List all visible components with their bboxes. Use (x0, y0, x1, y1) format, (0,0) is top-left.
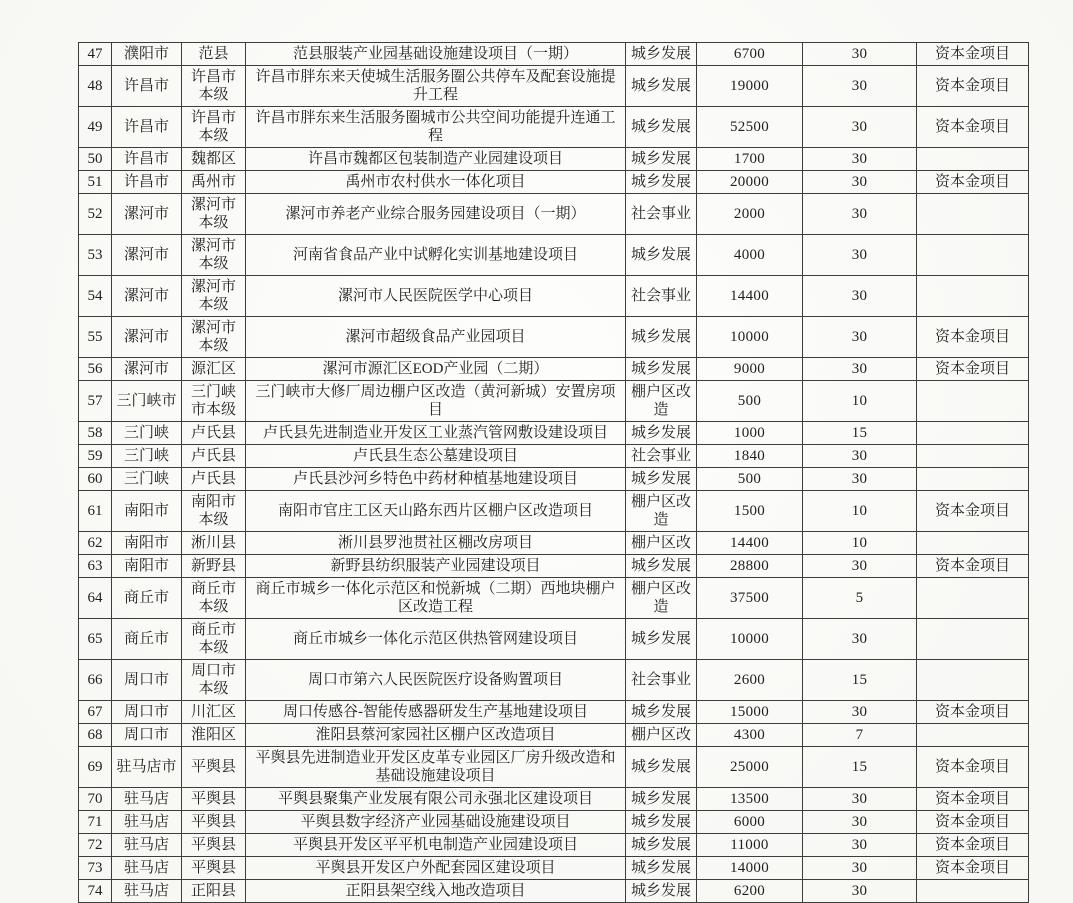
table-row (79, 194, 1029, 235)
city-cell: 漯河市 (112, 317, 182, 358)
county-cell: 禹州市 (182, 171, 246, 194)
amount-cell: 14400 (697, 532, 803, 555)
project-cell: 周口传感谷-智能传感器研发生产基地建设项目 (246, 701, 626, 724)
seq-cell: 53 (79, 235, 112, 276)
project-cell: 禹州市农村供水一体化项目 (246, 171, 626, 194)
category-cell: 城乡发展 (626, 468, 697, 491)
seq-cell: 70 (79, 788, 112, 811)
table-row (79, 788, 1029, 811)
project-cell: 漯河市养老产业综合服务园建设项目（一期） (246, 194, 626, 235)
seq-cell: 71 (79, 811, 112, 834)
table-row (79, 747, 1029, 788)
amount-cell: 10000 (697, 619, 803, 660)
seq-cell: 58 (79, 422, 112, 445)
table-row (79, 235, 1029, 276)
county-cell: 周口市本级 (182, 660, 246, 701)
amount-cell: 6000 (697, 811, 803, 834)
category-cell: 城乡发展 (626, 811, 697, 834)
category-cell: 棚户区改造 (626, 578, 697, 619)
seq-cell: 56 (79, 358, 112, 381)
table-row (79, 445, 1029, 468)
note-cell (917, 194, 1029, 235)
amount-cell: 500 (697, 468, 803, 491)
seq-cell: 72 (79, 834, 112, 857)
note-cell: 资本金项目 (917, 555, 1029, 578)
city-cell: 商丘市 (112, 619, 182, 660)
table-row (79, 491, 1029, 532)
note-cell: 资本金项目 (917, 701, 1029, 724)
rate-cell: 10 (803, 491, 917, 532)
note-cell: 资本金项目 (917, 43, 1029, 66)
county-cell: 漯河市本级 (182, 276, 246, 317)
note-cell (917, 445, 1029, 468)
note-cell: 资本金项目 (917, 857, 1029, 880)
project-cell: 平舆县数字经济产业园基础设施建设项目 (246, 811, 626, 834)
city-cell: 周口市 (112, 660, 182, 701)
category-cell: 棚户区改造 (626, 491, 697, 532)
category-cell: 城乡发展 (626, 422, 697, 445)
county-cell: 新野县 (182, 555, 246, 578)
rate-cell: 10 (803, 532, 917, 555)
category-cell: 棚户区改 (626, 532, 697, 555)
note-cell (917, 381, 1029, 422)
city-cell: 漯河市 (112, 194, 182, 235)
project-cell: 许昌市胖东来生活服务圈城市公共空间功能提升连通工程 (246, 107, 626, 148)
seq-cell: 48 (79, 66, 112, 107)
category-cell: 城乡发展 (626, 880, 697, 903)
amount-cell: 52500 (697, 107, 803, 148)
city-cell: 漯河市 (112, 276, 182, 317)
note-cell (917, 422, 1029, 445)
seq-cell: 67 (79, 701, 112, 724)
city-cell: 周口市 (112, 701, 182, 724)
rate-cell: 30 (803, 857, 917, 880)
rate-cell: 30 (803, 66, 917, 107)
project-cell: 范县服装产业园基础设施建设项目（一期） (246, 43, 626, 66)
city-cell: 驻马店 (112, 834, 182, 857)
amount-cell: 25000 (697, 747, 803, 788)
city-cell: 许昌市 (112, 148, 182, 171)
rate-cell: 30 (803, 235, 917, 276)
note-cell: 资本金项目 (917, 171, 1029, 194)
table-row (79, 148, 1029, 171)
category-cell: 棚户区改造 (626, 381, 697, 422)
amount-cell: 28800 (697, 555, 803, 578)
project-cell: 卢氏县先进制造业开发区工业蒸汽管网敷设建设项目 (246, 422, 626, 445)
note-cell: 资本金项目 (917, 66, 1029, 107)
seq-cell: 73 (79, 857, 112, 880)
seq-cell: 59 (79, 445, 112, 468)
project-cell: 新野县纺织服装产业园建设项目 (246, 555, 626, 578)
seq-cell: 64 (79, 578, 112, 619)
amount-cell: 14000 (697, 857, 803, 880)
seq-cell: 52 (79, 194, 112, 235)
amount-cell: 4000 (697, 235, 803, 276)
note-cell (917, 660, 1029, 701)
table-row (79, 317, 1029, 358)
note-cell: 资本金项目 (917, 107, 1029, 148)
amount-cell: 1700 (697, 148, 803, 171)
note-cell: 资本金项目 (917, 788, 1029, 811)
amount-cell: 1500 (697, 491, 803, 532)
rate-cell: 30 (803, 317, 917, 358)
rate-cell: 30 (803, 194, 917, 235)
city-cell: 南阳市 (112, 491, 182, 532)
rate-cell: 30 (803, 555, 917, 578)
city-cell: 漯河市 (112, 235, 182, 276)
seq-cell: 47 (79, 43, 112, 66)
project-cell: 周口市第六人民医院医疗设备购置项目 (246, 660, 626, 701)
project-cell: 许昌市胖东来天使城生活服务圈公共停车及配套设施提升工程 (246, 66, 626, 107)
amount-cell: 2000 (697, 194, 803, 235)
amount-cell: 1000 (697, 422, 803, 445)
project-cell: 漯河市人民医院医学中心项目 (246, 276, 626, 317)
category-cell: 城乡发展 (626, 235, 697, 276)
note-cell (917, 578, 1029, 619)
city-cell: 南阳市 (112, 555, 182, 578)
seq-cell: 51 (79, 171, 112, 194)
amount-cell: 1840 (697, 445, 803, 468)
table-row (79, 276, 1029, 317)
seq-cell: 61 (79, 491, 112, 532)
city-cell: 驻马店 (112, 811, 182, 834)
table-row (79, 381, 1029, 422)
project-cell: 淮阳县蔡河家园社区棚户区改造项目 (246, 724, 626, 747)
project-cell: 许昌市魏都区包装制造产业园建设项目 (246, 148, 626, 171)
city-cell: 许昌市 (112, 107, 182, 148)
city-cell: 驻马店 (112, 857, 182, 880)
county-cell: 三门峡市本级 (182, 381, 246, 422)
amount-cell: 14400 (697, 276, 803, 317)
category-cell: 城乡发展 (626, 148, 697, 171)
project-cell: 正阳县架空线入地改造项目 (246, 880, 626, 903)
rate-cell: 30 (803, 107, 917, 148)
project-funding-table (78, 42, 1029, 903)
seq-cell: 50 (79, 148, 112, 171)
table-row (79, 811, 1029, 834)
amount-cell: 6700 (697, 43, 803, 66)
amount-cell: 11000 (697, 834, 803, 857)
table-row (79, 578, 1029, 619)
note-cell (917, 880, 1029, 903)
amount-cell: 19000 (697, 66, 803, 107)
rate-cell: 30 (803, 171, 917, 194)
category-cell: 城乡发展 (626, 107, 697, 148)
amount-cell: 500 (697, 381, 803, 422)
seq-cell: 49 (79, 107, 112, 148)
category-cell: 城乡发展 (626, 171, 697, 194)
category-cell: 城乡发展 (626, 66, 697, 107)
seq-cell: 62 (79, 532, 112, 555)
county-cell: 漯河市本级 (182, 194, 246, 235)
city-cell: 许昌市 (112, 171, 182, 194)
county-cell: 川汇区 (182, 701, 246, 724)
table-row (79, 43, 1029, 66)
project-cell: 卢氏县生态公墓建设项目 (246, 445, 626, 468)
county-cell: 平舆县 (182, 747, 246, 788)
table-row (79, 880, 1029, 903)
project-cell: 卢氏县沙河乡特色中药材种植基地建设项目 (246, 468, 626, 491)
rate-cell: 30 (803, 880, 917, 903)
project-cell: 平舆县开发区平平机电制造产业园建设项目 (246, 834, 626, 857)
category-cell: 城乡发展 (626, 788, 697, 811)
county-cell: 商丘市本级 (182, 619, 246, 660)
note-cell (917, 276, 1029, 317)
rate-cell: 30 (803, 276, 917, 317)
table-row (79, 724, 1029, 747)
amount-cell: 15000 (697, 701, 803, 724)
category-cell: 城乡发展 (626, 317, 697, 358)
city-cell: 商丘市 (112, 578, 182, 619)
note-cell: 资本金项目 (917, 491, 1029, 532)
seq-cell: 74 (79, 880, 112, 903)
rate-cell: 30 (803, 619, 917, 660)
county-cell: 漯河市本级 (182, 317, 246, 358)
seq-cell: 69 (79, 747, 112, 788)
city-cell: 许昌市 (112, 66, 182, 107)
county-cell: 平舆县 (182, 811, 246, 834)
rate-cell: 30 (803, 358, 917, 381)
amount-cell: 20000 (697, 171, 803, 194)
project-cell: 平舆县开发区户外配套园区建设项目 (246, 857, 626, 880)
category-cell: 社会事业 (626, 660, 697, 701)
seq-cell: 60 (79, 468, 112, 491)
category-cell: 城乡发展 (626, 358, 697, 381)
category-cell: 城乡发展 (626, 43, 697, 66)
rate-cell: 7 (803, 724, 917, 747)
county-cell: 淅川县 (182, 532, 246, 555)
amount-cell: 37500 (697, 578, 803, 619)
note-cell (917, 724, 1029, 747)
note-cell: 资本金项目 (917, 811, 1029, 834)
county-cell: 卢氏县 (182, 468, 246, 491)
project-cell: 商丘市城乡一体化示范区供热管网建设项目 (246, 619, 626, 660)
rate-cell: 30 (803, 43, 917, 66)
rate-cell: 30 (803, 445, 917, 468)
seq-cell: 65 (79, 619, 112, 660)
table-row (79, 834, 1029, 857)
project-cell: 商丘市城乡一体化示范区和悦新城（二期）西地块棚户区改造工程 (246, 578, 626, 619)
seq-cell: 54 (79, 276, 112, 317)
note-cell: 资本金项目 (917, 834, 1029, 857)
note-cell (917, 468, 1029, 491)
county-cell: 平舆县 (182, 788, 246, 811)
table-row (79, 422, 1029, 445)
seq-cell: 68 (79, 724, 112, 747)
table-row (79, 701, 1029, 724)
rate-cell: 15 (803, 422, 917, 445)
note-cell: 资本金项目 (917, 747, 1029, 788)
city-cell: 驻马店市 (112, 747, 182, 788)
amount-cell: 10000 (697, 317, 803, 358)
rate-cell: 10 (803, 381, 917, 422)
project-cell: 三门峡市大修厂周边棚户区改造（黄河新城）安置房项目 (246, 381, 626, 422)
note-cell: 资本金项目 (917, 317, 1029, 358)
rate-cell: 30 (803, 468, 917, 491)
city-cell: 漯河市 (112, 358, 182, 381)
category-cell: 城乡发展 (626, 857, 697, 880)
county-cell: 漯河市本级 (182, 235, 246, 276)
county-cell: 卢氏县 (182, 445, 246, 468)
project-cell: 平舆县聚集产业发展有限公司永强北区建设项目 (246, 788, 626, 811)
amount-cell: 4300 (697, 724, 803, 747)
project-cell: 河南省食品产业中试孵化实训基地建设项目 (246, 235, 626, 276)
rate-cell: 30 (803, 811, 917, 834)
table-row (79, 660, 1029, 701)
city-cell: 周口市 (112, 724, 182, 747)
amount-cell: 6200 (697, 880, 803, 903)
table-row (79, 619, 1029, 660)
project-cell: 淅川县罗池贯社区棚改房项目 (246, 532, 626, 555)
table-row (79, 107, 1029, 148)
table-row (79, 857, 1029, 880)
category-cell: 城乡发展 (626, 555, 697, 578)
county-cell: 平舆县 (182, 834, 246, 857)
city-cell: 三门峡 (112, 422, 182, 445)
county-cell: 正阳县 (182, 880, 246, 903)
county-cell: 源汇区 (182, 358, 246, 381)
table-row (79, 66, 1029, 107)
project-cell: 平舆县先进制造业开发区皮革专业园区厂房升级改造和基础设施建设项目 (246, 747, 626, 788)
table-row (79, 532, 1029, 555)
category-cell: 社会事业 (626, 445, 697, 468)
table-row (79, 555, 1029, 578)
category-cell: 棚户区改 (626, 724, 697, 747)
seq-cell: 66 (79, 660, 112, 701)
table-row (79, 171, 1029, 194)
category-cell: 城乡发展 (626, 747, 697, 788)
category-cell: 城乡发展 (626, 834, 697, 857)
county-cell: 淮阳区 (182, 724, 246, 747)
seq-cell: 57 (79, 381, 112, 422)
rate-cell: 15 (803, 660, 917, 701)
amount-cell: 13500 (697, 788, 803, 811)
note-cell (917, 235, 1029, 276)
county-cell: 魏都区 (182, 148, 246, 171)
city-cell: 驻马店 (112, 788, 182, 811)
city-cell: 濮阳市 (112, 43, 182, 66)
amount-cell: 2600 (697, 660, 803, 701)
county-cell: 许昌市本级 (182, 107, 246, 148)
county-cell: 平舆县 (182, 857, 246, 880)
note-cell (917, 148, 1029, 171)
city-cell: 南阳市 (112, 532, 182, 555)
county-cell: 许昌市本级 (182, 66, 246, 107)
county-cell: 南阳市本级 (182, 491, 246, 532)
note-cell (917, 619, 1029, 660)
rate-cell: 5 (803, 578, 917, 619)
note-cell: 资本金项目 (917, 358, 1029, 381)
city-cell: 三门峡市 (112, 381, 182, 422)
table-row (79, 358, 1029, 381)
county-cell: 范县 (182, 43, 246, 66)
project-cell: 漯河市源汇区EOD产业园（二期） (246, 358, 626, 381)
county-cell: 卢氏县 (182, 422, 246, 445)
county-cell: 商丘市本级 (182, 578, 246, 619)
rate-cell: 30 (803, 788, 917, 811)
category-cell: 社会事业 (626, 194, 697, 235)
note-cell (917, 532, 1029, 555)
project-cell: 漯河市超级食品产业园项目 (246, 317, 626, 358)
category-cell: 城乡发展 (626, 701, 697, 724)
table-row (79, 468, 1029, 491)
amount-cell: 9000 (697, 358, 803, 381)
table-body (79, 43, 1029, 903)
city-cell: 驻马店 (112, 880, 182, 903)
rate-cell: 30 (803, 701, 917, 724)
rate-cell: 15 (803, 747, 917, 788)
city-cell: 三门峡 (112, 445, 182, 468)
rate-cell: 30 (803, 148, 917, 171)
seq-cell: 55 (79, 317, 112, 358)
seq-cell: 63 (79, 555, 112, 578)
project-cell: 南阳市官庄工区天山路东西片区棚户区改造项目 (246, 491, 626, 532)
category-cell: 社会事业 (626, 276, 697, 317)
city-cell: 三门峡 (112, 468, 182, 491)
category-cell: 城乡发展 (626, 619, 697, 660)
rate-cell: 30 (803, 834, 917, 857)
